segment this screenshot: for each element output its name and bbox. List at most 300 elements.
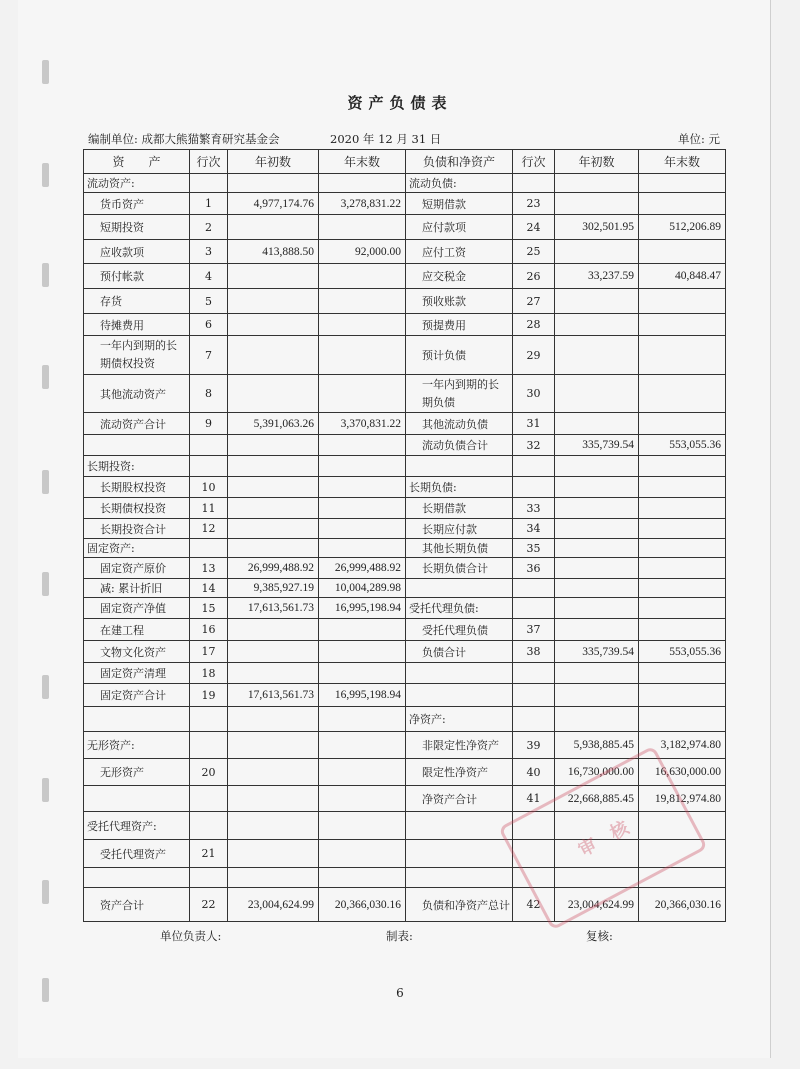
table-row bbox=[84, 240, 726, 264]
table-cell: 7 bbox=[190, 336, 228, 375]
table-cell bbox=[555, 579, 639, 598]
table-cell bbox=[513, 174, 555, 193]
table-cell: 一年内到期的长期负债 bbox=[406, 375, 513, 413]
table-row bbox=[84, 215, 726, 240]
table-row bbox=[84, 684, 726, 707]
table-cell: 3,278,831.22 bbox=[319, 193, 406, 215]
table-cell: 16,995,198.94 bbox=[319, 598, 406, 619]
table-cell: 17 bbox=[190, 641, 228, 663]
table-cell: 12 bbox=[190, 519, 228, 539]
table-row bbox=[84, 840, 726, 868]
table-cell bbox=[555, 868, 639, 888]
table-cell bbox=[555, 519, 639, 539]
table-cell: 一年内到期的长期债权投资 bbox=[84, 336, 190, 375]
table-cell bbox=[406, 840, 513, 868]
table-cell bbox=[555, 598, 639, 619]
table-cell bbox=[319, 314, 406, 336]
table-cell bbox=[555, 558, 639, 579]
table-cell: 8 bbox=[190, 375, 228, 413]
table-cell: 固定资产合计 bbox=[84, 684, 190, 707]
table-cell bbox=[555, 619, 639, 641]
table-cell: 预提费用 bbox=[406, 314, 513, 336]
table-cell: 20 bbox=[190, 759, 228, 786]
table-row bbox=[84, 619, 726, 641]
binder-hole bbox=[42, 675, 49, 699]
binder-hole bbox=[42, 572, 49, 596]
binder-hole bbox=[42, 880, 49, 904]
table-cell bbox=[555, 240, 639, 264]
table-cell bbox=[190, 707, 228, 732]
table-cell bbox=[513, 579, 555, 598]
binder-hole bbox=[42, 365, 49, 389]
table-cell: 固定资产净值 bbox=[84, 598, 190, 619]
table-cell: 减: 累计折旧 bbox=[84, 579, 190, 598]
table-cell: 2 bbox=[190, 215, 228, 240]
table-cell: 23,004,624.99 bbox=[555, 888, 639, 922]
table-cell bbox=[555, 663, 639, 684]
table-cell bbox=[228, 477, 319, 498]
table-cell: 39 bbox=[513, 732, 555, 759]
table-row bbox=[84, 732, 726, 759]
table-cell: 17,613,561.73 bbox=[228, 598, 319, 619]
table-cell: 37 bbox=[513, 619, 555, 641]
table-cell: 413,888.50 bbox=[228, 240, 319, 264]
table-cell bbox=[406, 684, 513, 707]
table-cell: 待摊费用 bbox=[84, 314, 190, 336]
table-cell bbox=[319, 289, 406, 314]
table-cell: 335,739.54 bbox=[555, 435, 639, 456]
table-cell bbox=[319, 732, 406, 759]
table-cell bbox=[555, 193, 639, 215]
table-cell: 1 bbox=[190, 193, 228, 215]
table-row bbox=[84, 314, 726, 336]
table-cell: 长期投资合计 bbox=[84, 519, 190, 539]
col-header: 资 产 bbox=[84, 150, 190, 174]
table-cell bbox=[319, 812, 406, 840]
table-cell bbox=[639, 498, 726, 519]
table-cell bbox=[319, 215, 406, 240]
table-cell: 32 bbox=[513, 435, 555, 456]
table-cell: 存货 bbox=[84, 289, 190, 314]
table-row bbox=[84, 498, 726, 519]
table-cell bbox=[228, 375, 319, 413]
table-cell bbox=[319, 519, 406, 539]
table-cell bbox=[639, 519, 726, 539]
table-cell: 33 bbox=[513, 498, 555, 519]
table-cell bbox=[228, 215, 319, 240]
page-title: 资产负债表 bbox=[347, 94, 453, 112]
table-cell: 应收款项 bbox=[84, 240, 190, 264]
table-cell bbox=[555, 289, 639, 314]
table-cell bbox=[639, 707, 726, 732]
table-cell bbox=[319, 707, 406, 732]
table-cell: 流动负债合计 bbox=[406, 435, 513, 456]
table-cell bbox=[639, 413, 726, 435]
table-cell: 非限定性净资产 bbox=[406, 732, 513, 759]
table-cell: 长期负债合计 bbox=[406, 558, 513, 579]
table-body bbox=[84, 174, 726, 922]
table-cell bbox=[228, 498, 319, 519]
table-cell bbox=[190, 868, 228, 888]
table-cell: 38 bbox=[513, 641, 555, 663]
table-cell: 5,391,063.26 bbox=[228, 413, 319, 435]
table-cell: 22 bbox=[190, 888, 228, 922]
table-cell bbox=[639, 336, 726, 375]
table-cell: 其他长期负债 bbox=[406, 539, 513, 558]
table-cell: 应付工资 bbox=[406, 240, 513, 264]
table-cell: 10 bbox=[190, 477, 228, 498]
table-cell: 无形资产: bbox=[84, 732, 190, 759]
table-cell: 19,812,974.80 bbox=[639, 786, 726, 812]
footer-maker: 制表: bbox=[386, 929, 413, 943]
table-cell: 335,739.54 bbox=[555, 641, 639, 663]
table-cell bbox=[228, 314, 319, 336]
table-cell: 无形资产 bbox=[84, 759, 190, 786]
table-cell: 11 bbox=[190, 498, 228, 519]
table-cell: 20,366,030.16 bbox=[639, 888, 726, 922]
table-cell bbox=[555, 840, 639, 868]
table-cell bbox=[319, 435, 406, 456]
table-cell bbox=[84, 786, 190, 812]
table-cell bbox=[319, 641, 406, 663]
table-cell: 92,000.00 bbox=[319, 240, 406, 264]
table-cell bbox=[639, 868, 726, 888]
table-row bbox=[84, 456, 726, 477]
table-cell bbox=[84, 868, 190, 888]
table-cell: 14 bbox=[190, 579, 228, 598]
table-cell: 40,848.47 bbox=[639, 264, 726, 289]
table-row bbox=[84, 264, 726, 289]
table-cell bbox=[639, 314, 726, 336]
table-cell bbox=[513, 812, 555, 840]
table-cell: 10,004,289.98 bbox=[319, 579, 406, 598]
table-cell bbox=[228, 868, 319, 888]
table-row bbox=[84, 888, 726, 922]
table-cell bbox=[555, 375, 639, 413]
table-row bbox=[84, 868, 726, 888]
table-cell: 26,999,488.92 bbox=[228, 558, 319, 579]
table-cell bbox=[555, 336, 639, 375]
table-cell: 17,613,561.73 bbox=[228, 684, 319, 707]
table-cell bbox=[228, 840, 319, 868]
table-cell bbox=[319, 619, 406, 641]
table-cell: 长期应付款 bbox=[406, 519, 513, 539]
table-row bbox=[84, 477, 726, 498]
table-row bbox=[84, 336, 726, 375]
table-cell: 15 bbox=[190, 598, 228, 619]
table-cell bbox=[513, 707, 555, 732]
table-cell bbox=[319, 663, 406, 684]
table-cell bbox=[84, 435, 190, 456]
table-cell: 33,237.59 bbox=[555, 264, 639, 289]
table-cell bbox=[319, 498, 406, 519]
table-cell bbox=[555, 707, 639, 732]
footer-reviewer: 复核: bbox=[586, 929, 613, 943]
table-cell: 24 bbox=[513, 215, 555, 240]
table-cell bbox=[319, 868, 406, 888]
table-row bbox=[84, 641, 726, 663]
table-cell bbox=[190, 539, 228, 558]
binder-hole bbox=[42, 60, 49, 84]
table-cell bbox=[228, 786, 319, 812]
col-header: 年初数 bbox=[228, 150, 319, 174]
table-cell bbox=[228, 663, 319, 684]
table-cell bbox=[190, 732, 228, 759]
table-cell: 流动资产: bbox=[84, 174, 190, 193]
table-row bbox=[84, 519, 726, 539]
table-row bbox=[84, 539, 726, 558]
table-cell: 流动负债: bbox=[406, 174, 513, 193]
table-cell: 5,938,885.45 bbox=[555, 732, 639, 759]
table-cell: 流动资产合计 bbox=[84, 413, 190, 435]
table-cell: 固定资产原价 bbox=[84, 558, 190, 579]
table-cell: 9,385,927.19 bbox=[228, 579, 319, 598]
table-cell: 5 bbox=[190, 289, 228, 314]
table-cell: 23 bbox=[513, 193, 555, 215]
table-cell: 预付帐款 bbox=[84, 264, 190, 289]
table-cell bbox=[639, 375, 726, 413]
footer-head: 单位负责人: bbox=[160, 929, 222, 943]
table-cell bbox=[319, 477, 406, 498]
table-row bbox=[84, 413, 726, 435]
table-cell: 22,668,885.45 bbox=[555, 786, 639, 812]
table-cell: 净资产合计 bbox=[406, 786, 513, 812]
table-cell bbox=[639, 477, 726, 498]
table-cell bbox=[513, 663, 555, 684]
col-header: 行次 bbox=[513, 150, 555, 174]
table-cell: 长期债权投资 bbox=[84, 498, 190, 519]
table-cell: 29 bbox=[513, 336, 555, 375]
table-row bbox=[84, 289, 726, 314]
table-cell: 26,999,488.92 bbox=[319, 558, 406, 579]
table-cell bbox=[639, 619, 726, 641]
table-cell: 3,182,974.80 bbox=[639, 732, 726, 759]
table-cell bbox=[639, 663, 726, 684]
table-cell: 30 bbox=[513, 375, 555, 413]
page-number: 6 bbox=[396, 986, 404, 1000]
table-cell bbox=[555, 456, 639, 477]
table-cell bbox=[319, 264, 406, 289]
table-cell: 18 bbox=[190, 663, 228, 684]
table-cell bbox=[639, 539, 726, 558]
table-cell: 其他流动资产 bbox=[84, 375, 190, 413]
table-cell bbox=[228, 759, 319, 786]
table-cell bbox=[513, 840, 555, 868]
table-cell: 20,366,030.16 bbox=[319, 888, 406, 922]
table-cell: 长期借款 bbox=[406, 498, 513, 519]
table-cell: 512,206.89 bbox=[639, 215, 726, 240]
table-row bbox=[84, 812, 726, 840]
table-cell: 35 bbox=[513, 539, 555, 558]
table-row bbox=[84, 759, 726, 786]
table-cell bbox=[319, 786, 406, 812]
table-cell bbox=[555, 477, 639, 498]
table-cell bbox=[228, 812, 319, 840]
table-cell: 短期投资 bbox=[84, 215, 190, 240]
table-cell bbox=[639, 840, 726, 868]
table-row bbox=[84, 598, 726, 619]
table-cell bbox=[190, 786, 228, 812]
binder-hole bbox=[42, 263, 49, 287]
table-cell bbox=[555, 812, 639, 840]
table-cell bbox=[228, 456, 319, 477]
table-cell bbox=[319, 759, 406, 786]
col-header: 行次 bbox=[190, 150, 228, 174]
table-cell: 19 bbox=[190, 684, 228, 707]
table-cell: 受托代理资产: bbox=[84, 812, 190, 840]
table-cell: 固定资产: bbox=[84, 539, 190, 558]
table-cell bbox=[555, 498, 639, 519]
table-cell bbox=[190, 456, 228, 477]
table-cell: 21 bbox=[190, 840, 228, 868]
table-cell bbox=[228, 539, 319, 558]
table-cell: 应付款项 bbox=[406, 215, 513, 240]
table-cell bbox=[319, 174, 406, 193]
table-cell bbox=[228, 732, 319, 759]
table-cell: 31 bbox=[513, 413, 555, 435]
table-cell: 净资产: bbox=[406, 707, 513, 732]
table-cell bbox=[228, 707, 319, 732]
table-cell: 3,370,831.22 bbox=[319, 413, 406, 435]
table-cell bbox=[228, 336, 319, 375]
table-cell bbox=[639, 240, 726, 264]
table-cell bbox=[190, 435, 228, 456]
table-cell bbox=[639, 456, 726, 477]
table-cell: 41 bbox=[513, 786, 555, 812]
table-cell bbox=[228, 619, 319, 641]
report-date: 2020 年 12 月 31 日 bbox=[330, 132, 442, 146]
table-cell: 16 bbox=[190, 619, 228, 641]
table-cell: 文物文化资产 bbox=[84, 641, 190, 663]
table-header-row bbox=[84, 150, 726, 174]
table-cell: 4 bbox=[190, 264, 228, 289]
table-cell bbox=[319, 336, 406, 375]
table-cell bbox=[639, 558, 726, 579]
table-cell bbox=[513, 598, 555, 619]
table-cell bbox=[639, 579, 726, 598]
table-cell: 16,730,000.00 bbox=[555, 759, 639, 786]
table-cell: 负债和净资产总计 bbox=[406, 888, 513, 922]
table-row bbox=[84, 375, 726, 413]
table-cell bbox=[555, 684, 639, 707]
table-row bbox=[84, 435, 726, 456]
table-cell: 34 bbox=[513, 519, 555, 539]
table-cell bbox=[228, 519, 319, 539]
table-cell bbox=[228, 289, 319, 314]
table-cell bbox=[406, 868, 513, 888]
table-cell: 资产合计 bbox=[84, 888, 190, 922]
table-cell bbox=[639, 174, 726, 193]
table-cell: 6 bbox=[190, 314, 228, 336]
table-cell bbox=[555, 314, 639, 336]
table-cell bbox=[406, 663, 513, 684]
table-cell: 40 bbox=[513, 759, 555, 786]
binder-hole bbox=[42, 163, 49, 187]
table-cell: 应交税金 bbox=[406, 264, 513, 289]
table-cell bbox=[513, 684, 555, 707]
table-cell bbox=[639, 684, 726, 707]
table-cell: 553,055.36 bbox=[639, 641, 726, 663]
table-row bbox=[84, 558, 726, 579]
table-cell: 42 bbox=[513, 888, 555, 922]
table-cell bbox=[228, 435, 319, 456]
binder-hole bbox=[42, 778, 49, 802]
preparer-unit: 编制单位: 成都大熊猫繁育研究基金会 bbox=[88, 132, 280, 146]
table-cell: 25 bbox=[513, 240, 555, 264]
table-row bbox=[84, 663, 726, 684]
table-cell bbox=[319, 375, 406, 413]
table-cell bbox=[319, 840, 406, 868]
table-cell: 36 bbox=[513, 558, 555, 579]
table-row bbox=[84, 786, 726, 812]
table-cell: 长期股权投资 bbox=[84, 477, 190, 498]
table-cell bbox=[555, 539, 639, 558]
table-cell bbox=[513, 456, 555, 477]
table-cell: 27 bbox=[513, 289, 555, 314]
table-row bbox=[84, 579, 726, 598]
table-cell bbox=[319, 539, 406, 558]
currency-unit: 单位: 元 bbox=[678, 132, 721, 146]
table-cell: 短期借款 bbox=[406, 193, 513, 215]
table-cell: 553,055.36 bbox=[639, 435, 726, 456]
table-cell: 在建工程 bbox=[84, 619, 190, 641]
table-cell: 9 bbox=[190, 413, 228, 435]
table-cell: 16,995,198.94 bbox=[319, 684, 406, 707]
table-cell: 23,004,624.99 bbox=[228, 888, 319, 922]
table-cell: 受托代理资产 bbox=[84, 840, 190, 868]
table-cell: 限定性净资产 bbox=[406, 759, 513, 786]
table-cell bbox=[190, 174, 228, 193]
table-cell: 受托代理负债: bbox=[406, 598, 513, 619]
table-cell: 26 bbox=[513, 264, 555, 289]
table-cell: 其他流动负债 bbox=[406, 413, 513, 435]
table-cell bbox=[406, 579, 513, 598]
table-cell: 长期投资: bbox=[84, 456, 190, 477]
binder-hole bbox=[42, 470, 49, 494]
table-cell bbox=[513, 868, 555, 888]
table-cell: 受托代理负债 bbox=[406, 619, 513, 641]
table-cell: 负债合计 bbox=[406, 641, 513, 663]
table-cell bbox=[406, 456, 513, 477]
col-header: 年末数 bbox=[639, 150, 726, 174]
table-cell: 3 bbox=[190, 240, 228, 264]
col-header: 负债和净资产 bbox=[406, 150, 513, 174]
table-cell bbox=[228, 641, 319, 663]
table-row bbox=[84, 707, 726, 732]
table-cell bbox=[555, 174, 639, 193]
col-header: 年初数 bbox=[555, 150, 639, 174]
table-cell bbox=[639, 812, 726, 840]
table-cell: 固定资产清理 bbox=[84, 663, 190, 684]
audit-stamp: 审 核 bbox=[498, 745, 708, 930]
table-cell bbox=[639, 289, 726, 314]
table-cell: 28 bbox=[513, 314, 555, 336]
table-cell bbox=[190, 812, 228, 840]
table-cell bbox=[513, 477, 555, 498]
table-cell bbox=[639, 193, 726, 215]
table-cell bbox=[555, 413, 639, 435]
table-cell: 预计负债 bbox=[406, 336, 513, 375]
table-cell bbox=[84, 707, 190, 732]
table-cell bbox=[319, 456, 406, 477]
table-cell: 13 bbox=[190, 558, 228, 579]
table-cell: 长期负债: bbox=[406, 477, 513, 498]
table-cell: 4,977,174.76 bbox=[228, 193, 319, 215]
table-row bbox=[84, 174, 726, 193]
table-cell bbox=[228, 174, 319, 193]
table-row bbox=[84, 193, 726, 215]
table-cell: 货币资产 bbox=[84, 193, 190, 215]
